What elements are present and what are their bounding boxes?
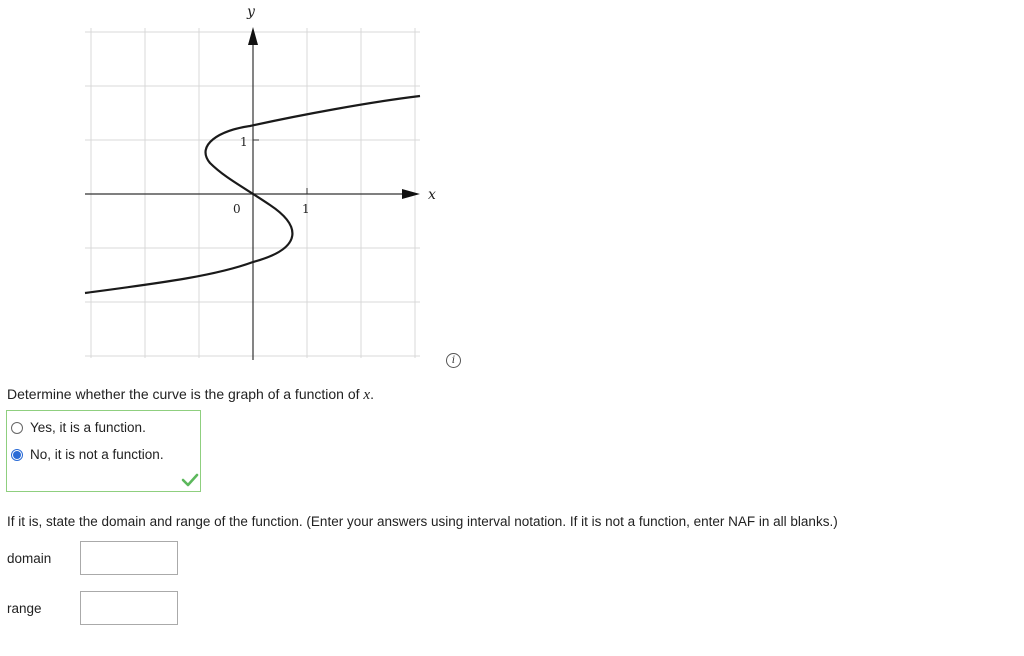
range-input[interactable] (80, 591, 178, 625)
origin-label: 0 (233, 202, 241, 216)
range-label: range (7, 601, 42, 616)
y-axis-arrow (248, 27, 258, 45)
info-icon[interactable]: i (446, 353, 461, 368)
prompt-after: . (370, 386, 374, 402)
answer-choices (6, 410, 201, 492)
domain-label: domain (7, 551, 52, 566)
x-tick-label: 1 (302, 202, 310, 216)
x-axis-label: x (428, 187, 436, 203)
choice-no[interactable] (11, 447, 164, 462)
function-graph (0, 0, 470, 370)
question-prompt (7, 386, 374, 404)
radio-yes[interactable] (11, 422, 23, 434)
prompt-before: Determine whether the curve is the graph of a function of (7, 386, 364, 402)
choice-yes[interactable] (11, 420, 146, 435)
choice-yes-label: Yes, it is a function. (30, 420, 146, 435)
correct-check-icon (181, 473, 199, 487)
radio-no[interactable] (11, 449, 23, 461)
y-tick-label: 1 (240, 135, 248, 149)
domain-input[interactable] (80, 541, 178, 575)
prompt-variable: x (363, 387, 371, 403)
y-axis-label: y (247, 4, 255, 20)
x-axis-arrow (402, 189, 420, 199)
choice-no-label: No, it is not a function. (30, 447, 164, 462)
instructions: If it is, state the domain and range of the function. (Enter your answers using interval notation. If it is not a function, enter NAF in all blanks.) (7, 514, 838, 529)
